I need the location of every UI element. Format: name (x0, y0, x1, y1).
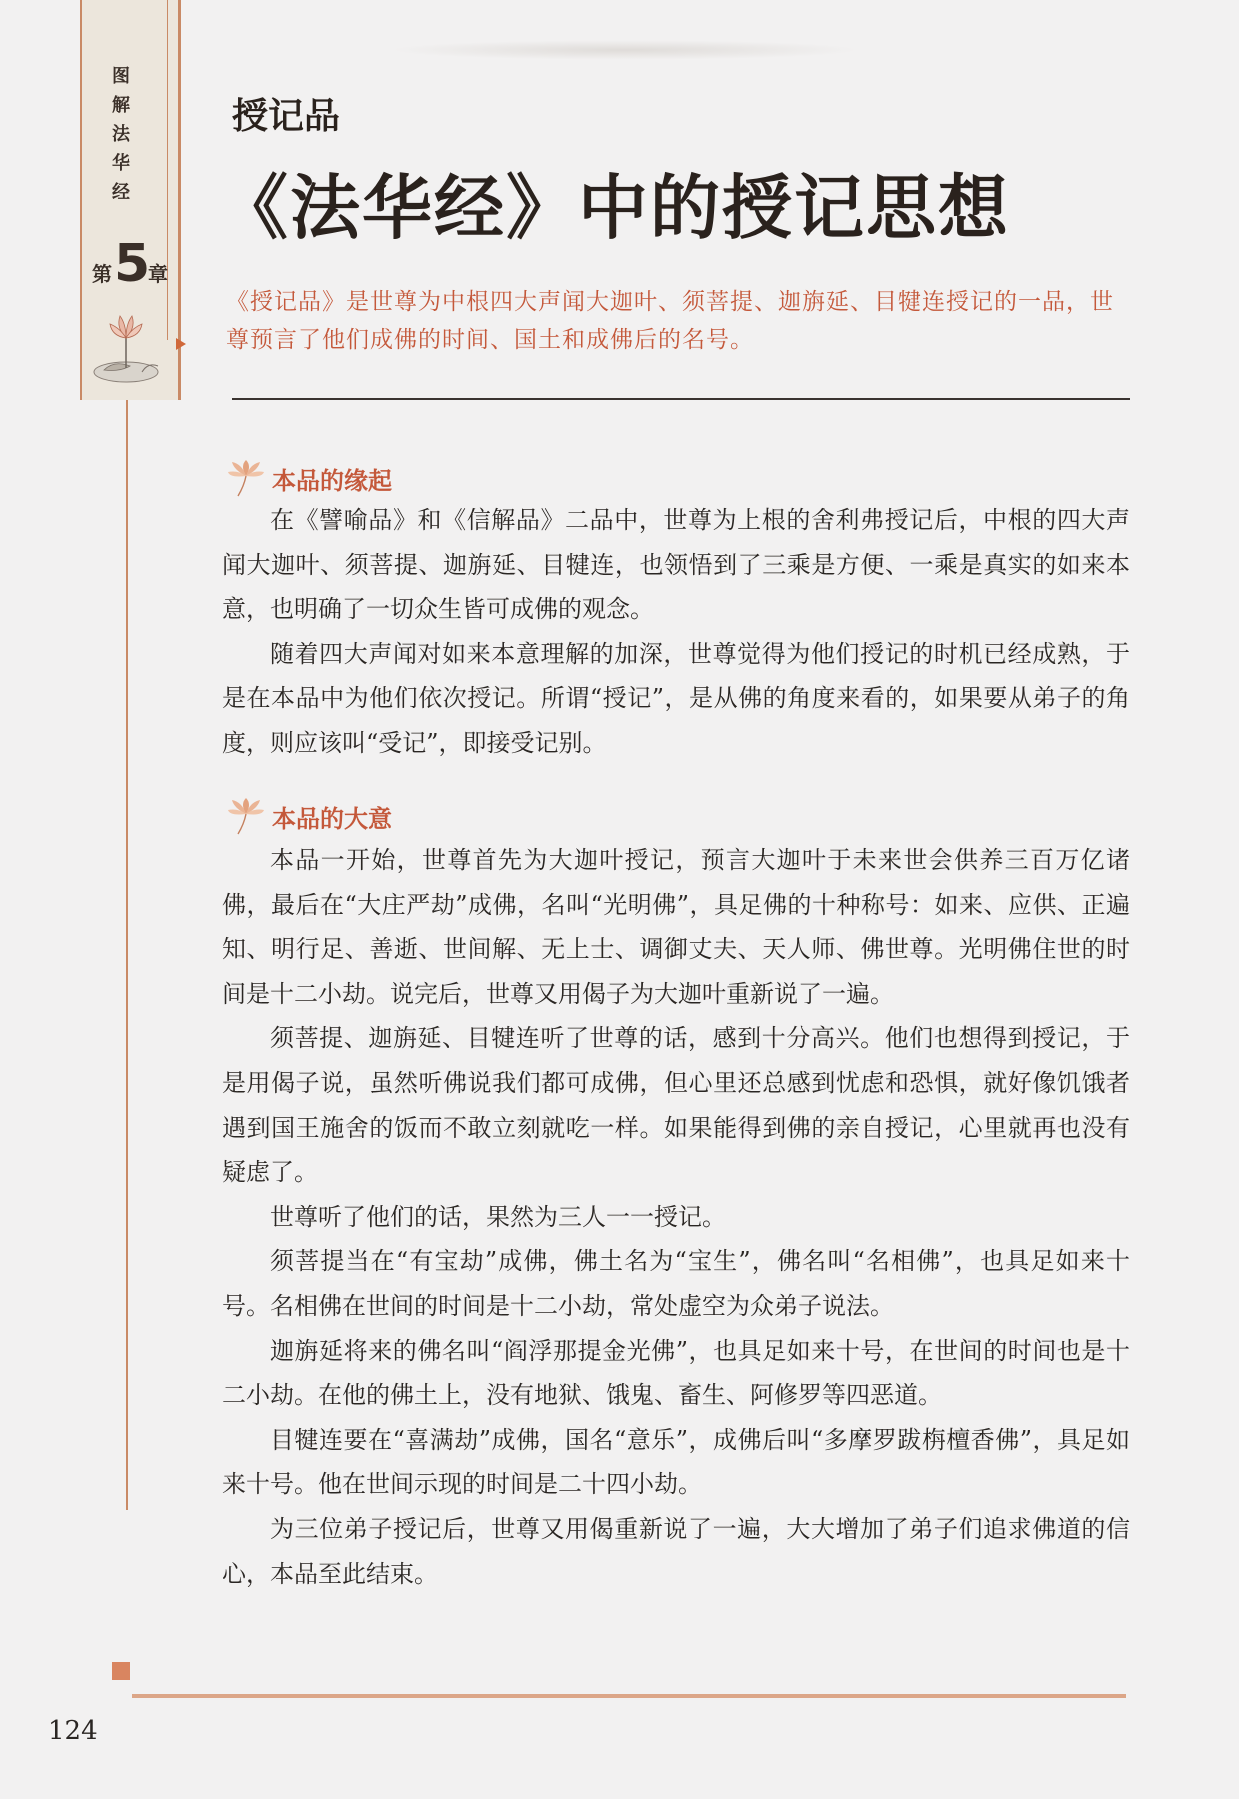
page-number: 124 (48, 1716, 98, 1746)
section-heading-origin (226, 458, 392, 498)
paragraph: 在《譬喻品》和《信解品》二品中，世尊为上根的舍利弗授记后，中根的四大声闻大迦叶、须菩提、迦旃延、目犍连，也领悟到了三乘是方便、一乘是真实的如来本意，也明确了一切众生皆可成佛的观念。 (222, 506, 1130, 624)
book-title-char: 图 (112, 66, 130, 87)
paragraph: 迦旃延将来的佛名叫“阎浮那提金光佛”，也具足如来十号，在世间的时间也是十二小劫。在他的佛土上，没有地狱、饿鬼、畜生、阿修罗等四恶道。 (222, 1336, 1130, 1410)
tab-marker-arrow-icon (176, 338, 186, 350)
header-divider (232, 398, 1130, 400)
section-label: 授记品 (232, 96, 341, 137)
lotus-bullet-icon (226, 796, 266, 836)
page-title: 《法华经》中的授记思想 (218, 166, 1010, 249)
paragraph: 世尊听了他们的话，果然为三人一一授记。 (270, 1202, 726, 1231)
chapter-number: 5 (114, 234, 151, 294)
section-body-origin (222, 498, 1130, 766)
paragraph: 本品一开始，世尊首先为大迦叶授记，预言大迦叶于未来世会供养三百万亿诸佛，最后在“大庄严劫”成佛，名叫“光明佛”，具足佛的十种称号：如来、应供、正遍知、明行足、善逝、世间解、无上士、调御丈夫、天人师、佛世尊。光明佛住世的时间是十二小劫。说完后，世尊又用偈子为大迦叶重新说了一遍。 (222, 846, 1130, 1008)
intro-summary: 《授记品》是世尊为中根四大声闻大迦叶、须菩提、迦旃延、目犍连授记的一品，世尊预言了他们成佛的时间、国土和成佛后的名号。 (226, 289, 1114, 353)
book-title-char: 经 (112, 182, 130, 203)
footer-square-marker (112, 1662, 130, 1680)
section-body-summary (222, 838, 1130, 1596)
paragraph: 须菩提当在“有宝劫”成佛，佛土名为“宝生”，佛名叫“名相佛”，也具足如来十号。名相佛在世间的时间是十二小劫，常处虚空为众弟子说法。 (222, 1247, 1130, 1320)
book-title-char: 华 (112, 153, 130, 174)
paragraph: 目犍连要在“喜满劫”成佛，国名“意乐”，成佛后叫“多摩罗跋栴檀香佛”，具足如来十号。他在世间示现的时间是二十四小劫。 (222, 1425, 1130, 1499)
section-heading-summary (226, 796, 392, 836)
scan-smudge (390, 40, 860, 60)
chapter-label (88, 234, 168, 300)
chapter-prefix: 第 (92, 262, 112, 286)
section-heading-text: 本品的大意 (272, 804, 392, 833)
lotus-illustration-icon (90, 310, 168, 390)
chapter-side-tab (80, 0, 181, 400)
footer-rule (132, 1694, 1126, 1698)
book-title-char: 解 (112, 95, 130, 116)
chapter-suffix: 章 (148, 262, 168, 286)
lotus-bullet-icon (226, 458, 266, 498)
paragraph: 须菩提、迦旃延、目犍连听了世尊的话，感到十分高兴。他们也想得到授记，于是用偈子说，虽然听佛说我们都可成佛，但心里还总感到忧虑和恐惧，就好像饥饿者遇到国王施舍的饭而不敢立刻就吃一样。如果能得到佛的亲自授记，心里就再也没有疑虑了。 (222, 1024, 1130, 1187)
tab-vertical-rule (126, 400, 128, 1510)
book-title-char: 法 (112, 124, 130, 145)
book-title-vertical (106, 62, 136, 207)
paragraph: 随着四大声闻对如来本意理解的加深，世尊觉得为他们授记的时机已经成熟，于是在本品中为他们依次授记。所谓“授记”，是从佛的角度来看的，如果要从弟子的角度，则应该叫“受记”，即接受记别。 (222, 639, 1130, 757)
paragraph: 为三位弟子授记后，世尊又用偈重新说了一遍，大大增加了弟子们追求佛道的信心，本品至此结束。 (222, 1514, 1130, 1588)
section-heading-text: 本品的缘起 (272, 466, 392, 495)
